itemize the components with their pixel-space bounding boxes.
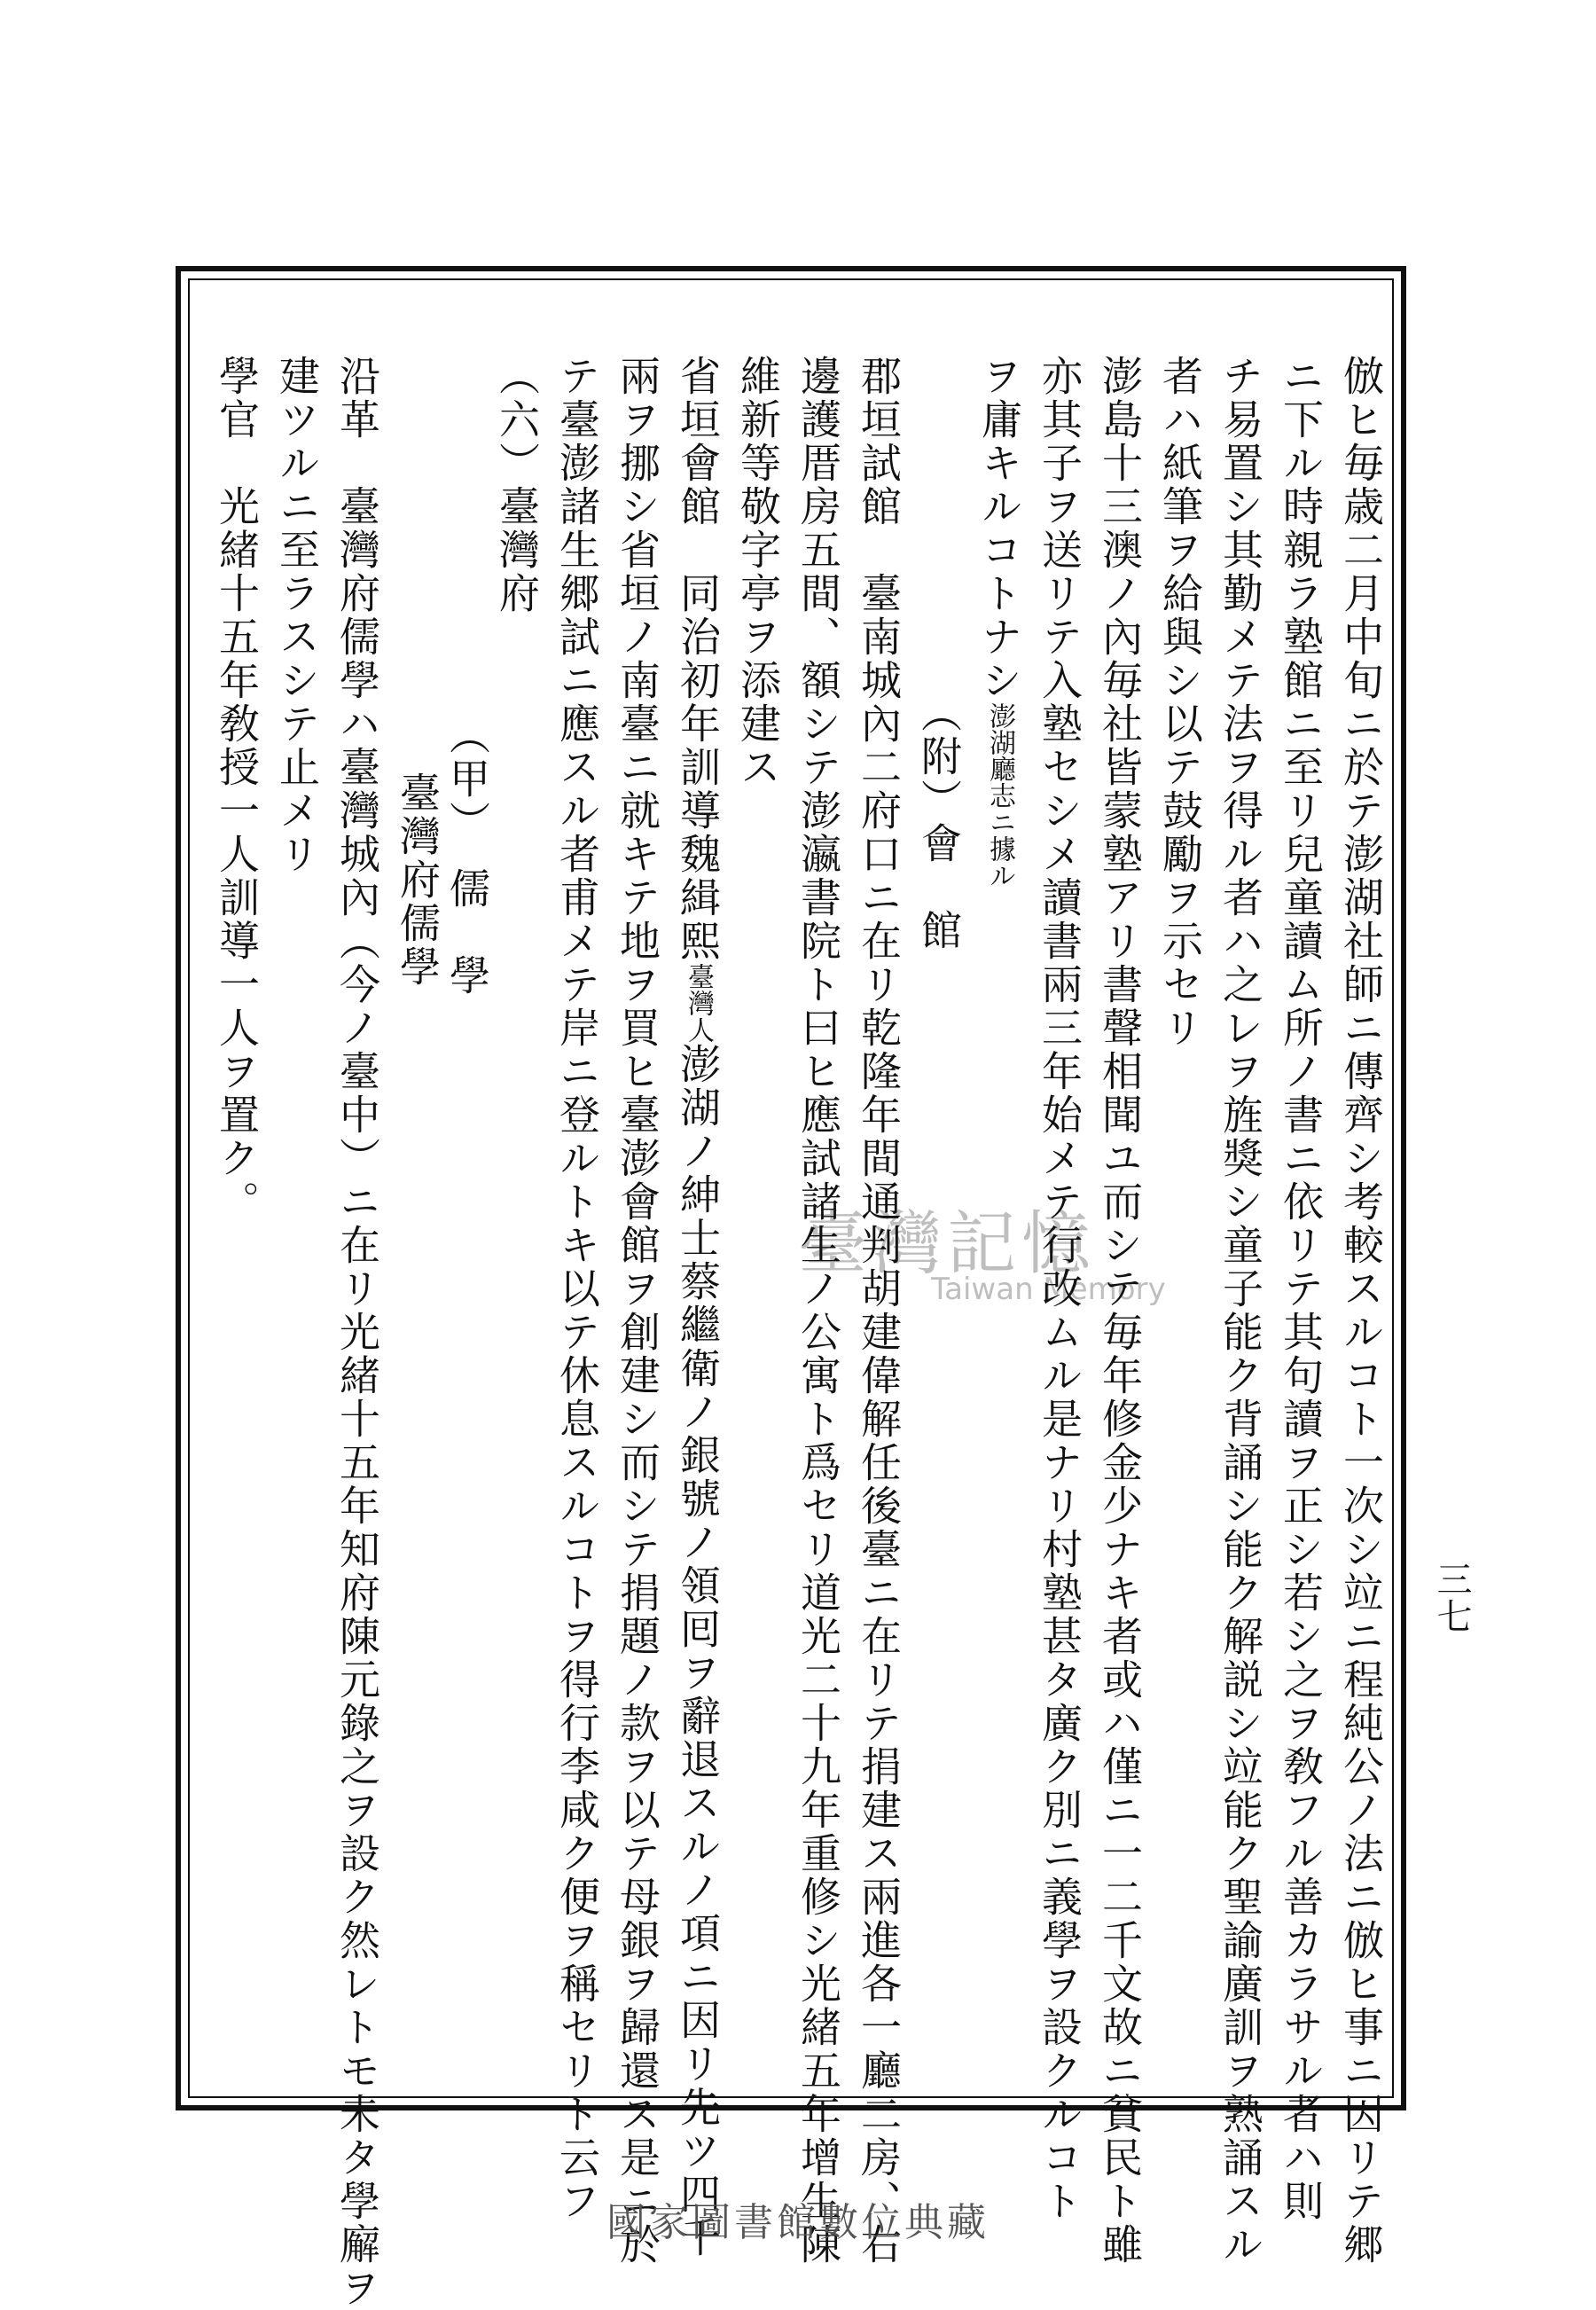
footer-caption: 國家圖書館數位典藏 — [606, 2200, 990, 2245]
text-column-19: 建ツルニ至ラスシテ止メリ — [273, 355, 321, 876]
text-column-13: 兩ヲ挪シ省垣ノ南臺ニ就キテ地ヲ買ヒ臺澎會館ヲ創建シ而シテ捐題ノ款ヲ以テ母銀ヲ歸還ス是ニ於 — [614, 355, 661, 2267]
source-note: 澎湖廳志ニ據ル — [984, 702, 1015, 889]
text-column-10: 邊護厝房五間、額シテ澎瀛書院ト曰ヒ應試諸生ノ公寓ト爲セリ道光二十九年重修シ光緒五年增生陳 — [794, 355, 842, 2267]
text-column-3: チ易置シ其勤メテ法ヲ得ル者ハ之レヲ旌獎シ童子能ク背誦シ能ク解説シ竝能ク聖諭廣訓ヲ熟誦スル — [1217, 355, 1264, 2267]
text-column-12 — [667, 355, 729, 2259]
text-column-11: 維新等敬字亭ヲ添建ス — [734, 355, 782, 789]
column-12-text: 省垣會館 同治初年訓導魏緝熙 — [674, 355, 722, 963]
text-column-5: 澎島十三澳ノ內毎社皆蒙塾アリ書聲相聞ユ而シテ毎年修金少ナキ者或ハ僅ニ一二千文故ニ貧民ト雖 — [1096, 355, 1144, 2267]
text-column-9: 郡垣試館 臺南城內二府口ニ在リ乾隆年間通判胡建偉解任後臺ニ在リテ捐建ス兩進各一廳二房、右 — [855, 355, 903, 2267]
text-column-2: ニ下ル時親ラ塾館ニ至リ兒童讀ム所ノ書ニ依リテ其句讀ヲ正シ若シ之ヲ敎フル善カラサル者ハ則 — [1277, 355, 1325, 2223]
text-column-18: 沿革 臺灣府儒學ハ臺灣城內（今ノ臺中）ニ在リ光緒十五年知府陳元錄之ヲ設ク然レトモ未タ學廨ヲ — [333, 355, 381, 2310]
page-number: 三七 — [1431, 1561, 1472, 1635]
section-heading-taiwan-fu: （六）臺灣府 — [493, 355, 541, 615]
watermark-chinese: 臺灣記憶 — [798, 1204, 1097, 1284]
text-column-7 — [968, 355, 1030, 889]
subsection-heading-jugaku: （甲） 儒 學 — [443, 714, 491, 998]
origin-note: 臺灣人 — [683, 963, 714, 1043]
text-column-20: 學官 光緒十五年敎授一人訓導一人ヲ置ク。 — [213, 355, 261, 1224]
text-column-4: 者ハ紙筆ヲ給與シ以テ鼓勵ヲ示セリ — [1156, 355, 1204, 1050]
watermark-english: Taiwan Memory — [931, 1272, 1166, 1307]
text-column-14: テ臺澎諸生郷試ニ應スル者甫メテ岸ニ登ルトキ以テ休息スルコトヲ得行李咸ク便ヲ稱セリト云フ — [553, 355, 601, 2223]
column-12-continuation: 澎湖ノ紳士蔡繼衛ノ銀號ノ領囘ヲ辭退スルノ項ニ因リ先ツ四千 — [674, 1043, 722, 2259]
text-column-6: 亦其子ヲ送リテ入塾セシメ讀書兩三年始メテ行改ムル是ナリ村塾甚タ廣ク別ニ義學ヲ設クルコト — [1036, 355, 1084, 2223]
column-7-text: ヲ庸キルコトナシ — [975, 355, 1023, 702]
subsection-title: 臺灣府儒學 — [394, 771, 442, 989]
section-heading-kaikan: （附）會 館 — [915, 692, 963, 952]
text-column-1: 倣ヒ毎歳二月中旬ニ於テ澎湖社師ニ傳齊シ考較スルコト一次シ竝ニ程純公ノ法ニ倣ヒ事ニ因リテ郷 — [1337, 355, 1385, 2267]
